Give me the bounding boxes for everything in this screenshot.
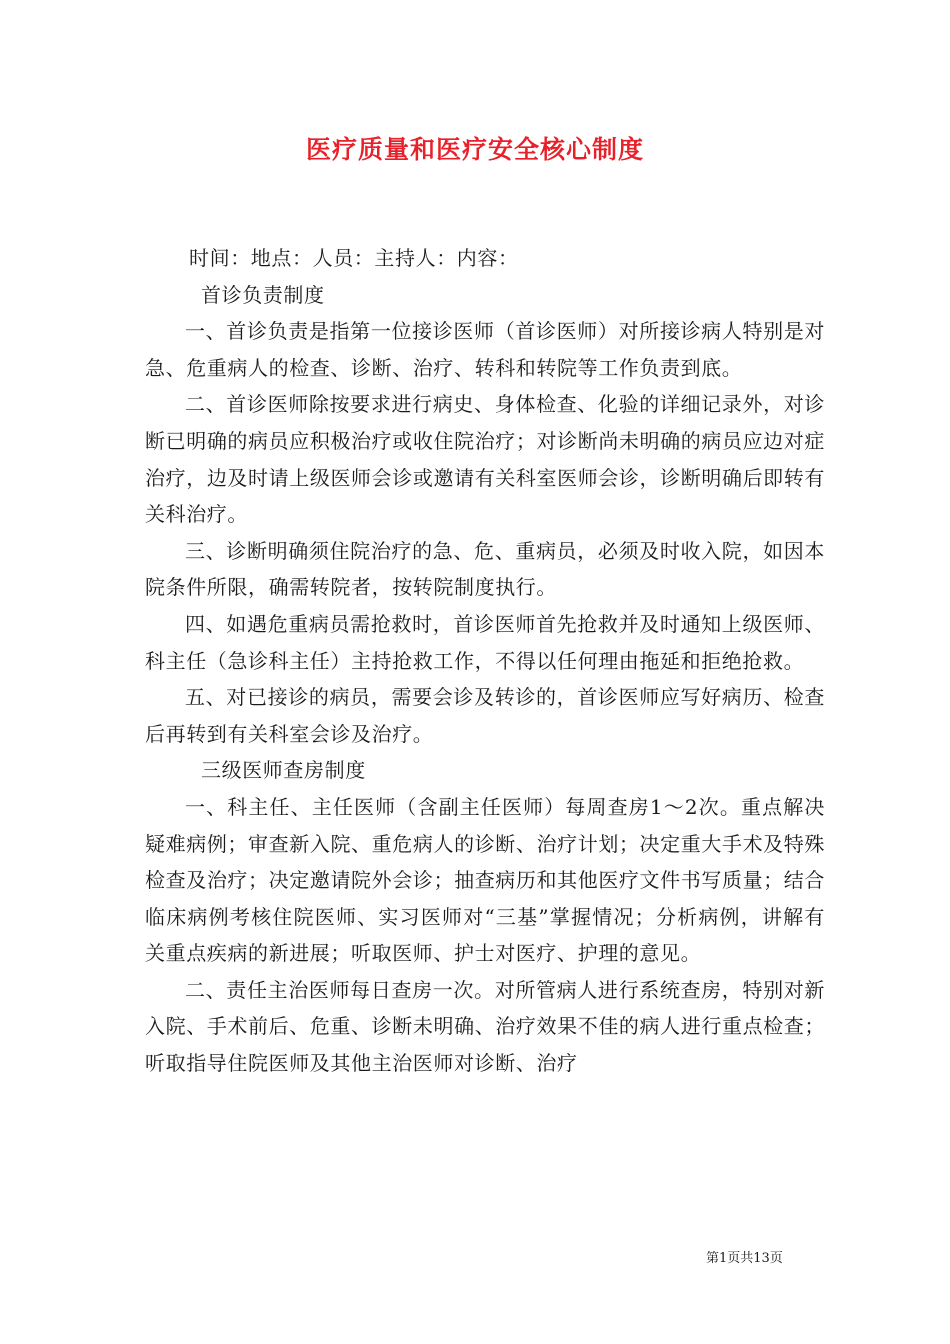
paragraph: 一、首诊负责是指第一位接诊医师（首诊医师）对所接诊病人特别是对急、危重病人的检查、诊断、治疗、转科和转院等工作负责到底。 <box>145 319 825 380</box>
section-heading: 三级医师查房制度 <box>201 758 366 783</box>
document-title: 医疗质量和医疗安全核心制度 <box>305 135 644 164</box>
document-body <box>145 240 825 1082</box>
paragraph: 四、如遇危重病员需抢救时，首诊医师首先抢救并及时通知上级医师、科主任（急诊科主任）主持抢救工作，不得以任何理由拖延和拒绝抢救。 <box>145 611 825 673</box>
paragraph: 三、诊断明确须住院治疗的急、危、重病员，必须及时收入院，如因本院条件所限，确需转院者，按转院制度执行。 <box>145 538 825 600</box>
section-heading: 首诊负责制度 <box>201 282 325 307</box>
paragraph: 五、对已接诊的病员，需要会诊及转诊的，首诊医师应写好病历、检查后再转到有关科室会诊及治疗。 <box>145 685 825 746</box>
paragraph: 二、首诊医师除按要求进行病史、身体检查、化验的详细记录外，对诊断已明确的病员应积极治疗或收住院治疗；对诊断尚未明确的病员应边对症治疗，边及时请上级医师会诊或邀请有关科室医师会诊，诊断明确后即转有关科治疗。 <box>145 392 825 527</box>
page-footer: 第1页共13页 <box>706 1251 783 1266</box>
paragraph: 二、责任主治医师每日查房一次。对所管病人进行系统查房，特别对新入院、手术前后、危重、诊断未明确、治疗效果不佳的病人进行重点检查；听取指导住院医师及其他主治医师对诊断、治疗 <box>145 977 825 1076</box>
meta-line: 时间：地点：人员：主持人：内容： <box>189 246 519 270</box>
paragraph: 一、科主任、主任医师（含副主任医师）每周查房1～2次。重点解决疑难病例；审查新入院、重危病人的诊断、治疗计划；决定重大手术及特殊检查及治疗；决定邀请院外会诊；抽查病历和其他医疗文件书写质量；结合临床病例考核住院医师、实习医师对“三基”掌握情况；分析病例，讲解有关重点疾病的新进展；听取医师、护士对医疗、护理的意见。 <box>145 794 825 966</box>
